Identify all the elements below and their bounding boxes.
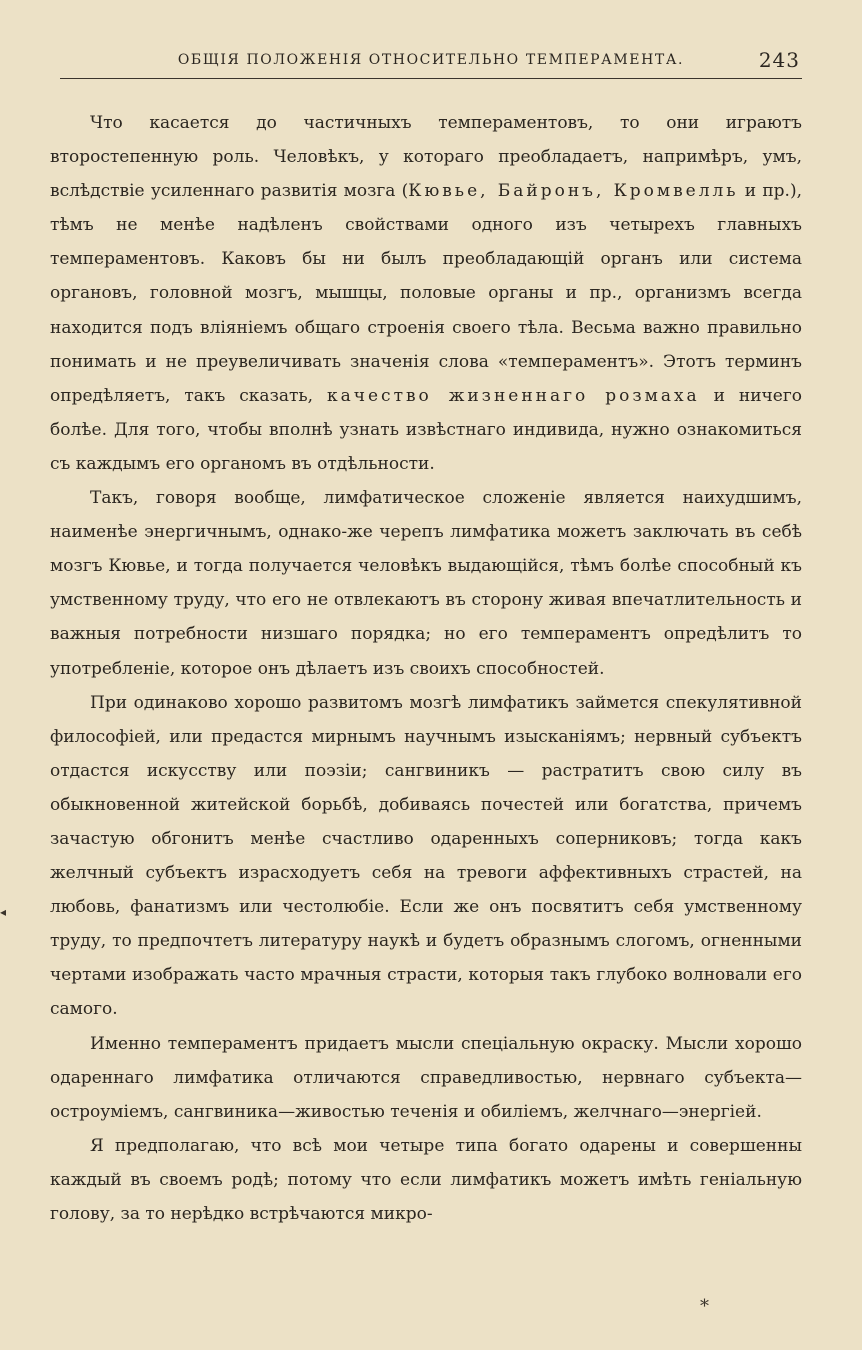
paragraph-4: Именно темпераментъ придаетъ мысли спеціальную окраску. Мысли хорошо одареннаго лимфатика отличаются справедливостью, нервнаго субъекта—остроуміемъ, сангвиника—живостью теченія и обиліемъ, желчнаго—энергіей.	[50, 1033, 802, 1122]
spaced-phrase: качество жизненнаго розмаха	[326, 385, 700, 406]
body-text	[50, 106, 802, 1231]
paragraph-2: Такъ, говоря вообще, лимфатическое сложеніе является наихудшимъ, наименѣе энергичнымъ, однако-же черепъ лимфатика можетъ заключать въ себѣ мозгъ Кювье, и тогда получается человѣкъ выдающійся, тѣмъ болѣе способный къ умственному труду, что его не отвлекаютъ въ сторону живая впечатлительность и важныя потребности низшаго порядка; но его темпераментъ опредѣлитъ то употребленіе, которое онъ дѣлаетъ изъ своихъ способностей.	[50, 488, 802, 679]
paragraph-1-text: Что касается до частичныхъ темпераментовъ, то они играютъ второстепенную роль. Человѣкъ, у котораго преобладаетъ, напримѣръ, умъ, вслѣдствіе усиленнаго развитія мозга (	[50, 113, 802, 202]
running-header	[60, 44, 802, 79]
paragraph-1-text-after: и пр.), тѣмъ не менѣе надѣленъ свойствами одного изъ четырехъ главныхъ темпераментовъ. Каковъ бы ни былъ преобладающій органъ или система органовъ, головной мозгъ, мышцы, половые органы и пр., организмъ всегда находится подъ вліяніемъ общаго строенія своего тѣла. Весьма важно правильно понимать и не преувеличивать значенія слова «темпераментъ». Этотъ терминъ опредѣляетъ, такъ сказать,	[50, 181, 802, 406]
spaced-names: Кювье, Байронъ, Кромвелль	[408, 181, 739, 202]
paragraph-5: Я предполагаю, что всѣ мои четыре типа богато одарены и совершенны каждый въ своемъ родѣ; потому что если лимфатикъ можетъ имѣть геніальную голову, за то нерѣдко встрѣчаются микро-	[50, 1135, 802, 1224]
header-title: ОБЩІЯ ПОЛОЖЕНІЯ ОТНОСИТЕЛЬНО ТЕМПЕРАМЕНТА.	[177, 52, 685, 68]
margin-mark: ◂	[0, 905, 7, 919]
paragraph-1	[50, 106, 802, 481]
page-number: 243	[758, 48, 800, 72]
paragraph-1-text-end: и ничего болѣе. Для того, чтобы вполнѣ узнать извѣстнаго индивида, нужно ознакомиться съ каждымъ его органомъ въ отдѣльности.	[50, 385, 802, 474]
signature-mark: *	[700, 1296, 709, 1317]
paragraph-3: При одинаково хорошо развитомъ мозгѣ лимфатикъ займется спекулятивной философіей, или предастся мирнымъ научнымъ изысканіямъ; нервный субъектъ отдастся искусству или поэзіи; сангвиникъ — растратитъ свою силу въ обыкновенной житейской борьбѣ, добиваясь почестей или богатства, причемъ зачастую обгонитъ менѣе счастливо одаренныхъ соперниковъ; тогда какъ желчный субъектъ израсходуетъ себя на тревоги аффективныхъ страстей, на любовь, фанатизмъ или честолюбіе. Если же онъ посвятитъ себя умственному труду, то предпочтетъ литературу наукѣ и будетъ образнымъ слогомъ, огненными чертами изображать часто мрачныя страсти, которыя такъ глубоко волновали его самого.	[50, 692, 802, 1020]
